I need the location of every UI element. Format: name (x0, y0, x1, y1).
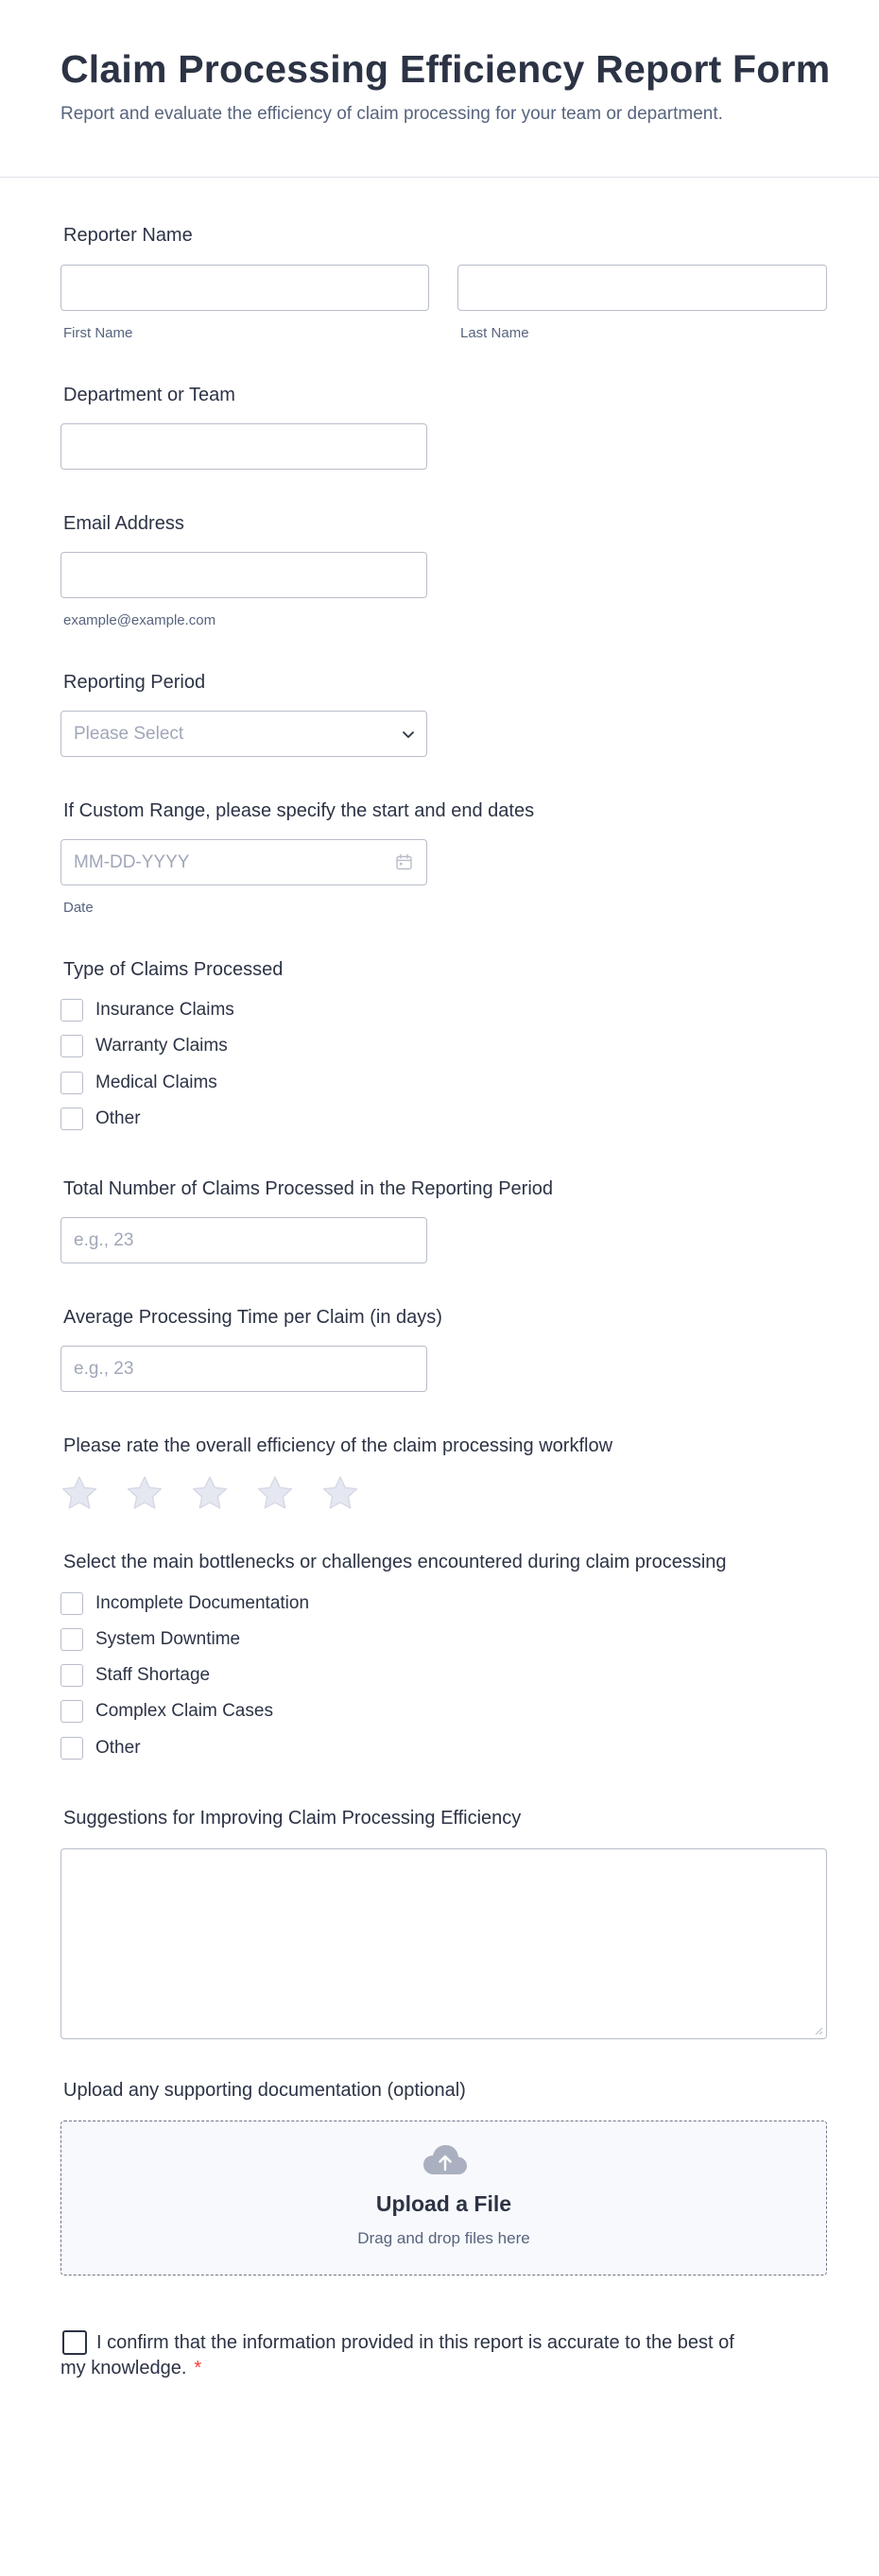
upload-title: Upload a File (375, 2191, 512, 2216)
upload-subtitle: Drag and drop files here (357, 2229, 530, 2247)
star-icon[interactable] (320, 1474, 360, 1512)
avg-time-input[interactable] (60, 1346, 427, 1392)
form-subtitle: Report and evaluate the efficiency of claim processing for your team or department. (60, 104, 723, 124)
suggestions-textarea[interactable] (60, 1848, 827, 2039)
cloud-upload-icon (422, 2142, 469, 2178)
checkbox[interactable] (60, 1592, 83, 1615)
avg-time-label: Average Processing Time per Claim (in days) (63, 1307, 442, 1328)
checkbox-label: Staff Shortage (95, 1665, 211, 1685)
last-name-sublabel: Last Name (460, 325, 529, 341)
last-name-input[interactable] (457, 265, 827, 311)
star-icon[interactable] (255, 1474, 295, 1512)
reporting-period-label: Reporting Period (63, 672, 206, 693)
total-claims-label: Total Number of Claims Processed in the Reporting Period (63, 1178, 554, 1199)
checkbox[interactable] (60, 1108, 83, 1130)
total-claims-input[interactable] (60, 1217, 427, 1263)
department-label: Department or Team (63, 385, 235, 405)
checkbox[interactable] (60, 1737, 83, 1760)
file-upload-dropzone[interactable] (60, 2121, 827, 2275)
checkbox[interactable] (60, 1628, 83, 1651)
checkbox[interactable] (60, 999, 83, 1022)
total-claims-placeholder: e.g., 23 (74, 1230, 134, 1250)
checkbox-label: Warranty Claims (95, 1036, 228, 1056)
email-sublabel: example@example.com (63, 612, 216, 628)
resize-handle-icon[interactable] (814, 2026, 823, 2035)
first-name-input[interactable] (60, 265, 429, 311)
upload-label: Upload any supporting documentation (optional) (63, 2080, 466, 2101)
claim-types-label: Type of Claims Processed (63, 959, 284, 980)
email-label: Email Address (63, 513, 184, 534)
custom-range-date-input[interactable] (60, 839, 427, 885)
checkbox-label: Insurance Claims (95, 1000, 234, 1020)
checkbox-label: Incomplete Documentation (95, 1593, 310, 1613)
checkbox-label: Medical Claims (95, 1073, 217, 1092)
checkbox-label: Other (95, 1108, 141, 1128)
star-icon[interactable] (125, 1474, 164, 1512)
rating-label: Please rate the overall efficiency of the claim processing workflow (63, 1435, 613, 1456)
email-input[interactable] (60, 552, 427, 598)
checkbox[interactable] (60, 1035, 83, 1057)
checkbox[interactable] (60, 1664, 83, 1687)
date-sublabel: Date (63, 900, 94, 916)
checkbox-label: System Downtime (95, 1629, 241, 1649)
star-icon[interactable] (190, 1474, 230, 1512)
form-title: Claim Processing Efficiency Report Form (60, 47, 831, 91)
first-name-sublabel: First Name (63, 325, 133, 341)
reporter-name-label: Reporter Name (63, 225, 193, 246)
required-asterisk: * (194, 2358, 202, 2379)
department-input[interactable] (60, 423, 427, 470)
checkbox[interactable] (60, 1700, 83, 1723)
bottlenecks-label: Select the main bottlenecks or challenges encountered during claim processing (63, 1552, 727, 1572)
confirm-label: I confirm that the information provided in this report is accurate to the best of my knowledge. (60, 2332, 734, 2379)
checkbox[interactable] (60, 1072, 83, 1094)
form-header (0, 0, 879, 178)
confirm-text (60, 2330, 741, 2381)
calendar-icon[interactable] (395, 853, 413, 871)
avg-time-placeholder: e.g., 23 (74, 1359, 134, 1379)
checkbox-label: Complex Claim Cases (95, 1701, 273, 1721)
star-icon[interactable] (60, 1474, 99, 1512)
custom-range-label: If Custom Range, please specify the start and end dates (63, 800, 535, 821)
suggestions-label: Suggestions for Improving Claim Processing Efficiency (63, 1808, 522, 1829)
reporting-period-placeholder: Please Select (74, 724, 184, 744)
checkbox-label: Other (95, 1738, 141, 1758)
chevron-down-icon (402, 728, 415, 741)
reporting-period-select[interactable] (60, 711, 427, 757)
date-placeholder: MM-DD-YYYY (74, 852, 190, 872)
